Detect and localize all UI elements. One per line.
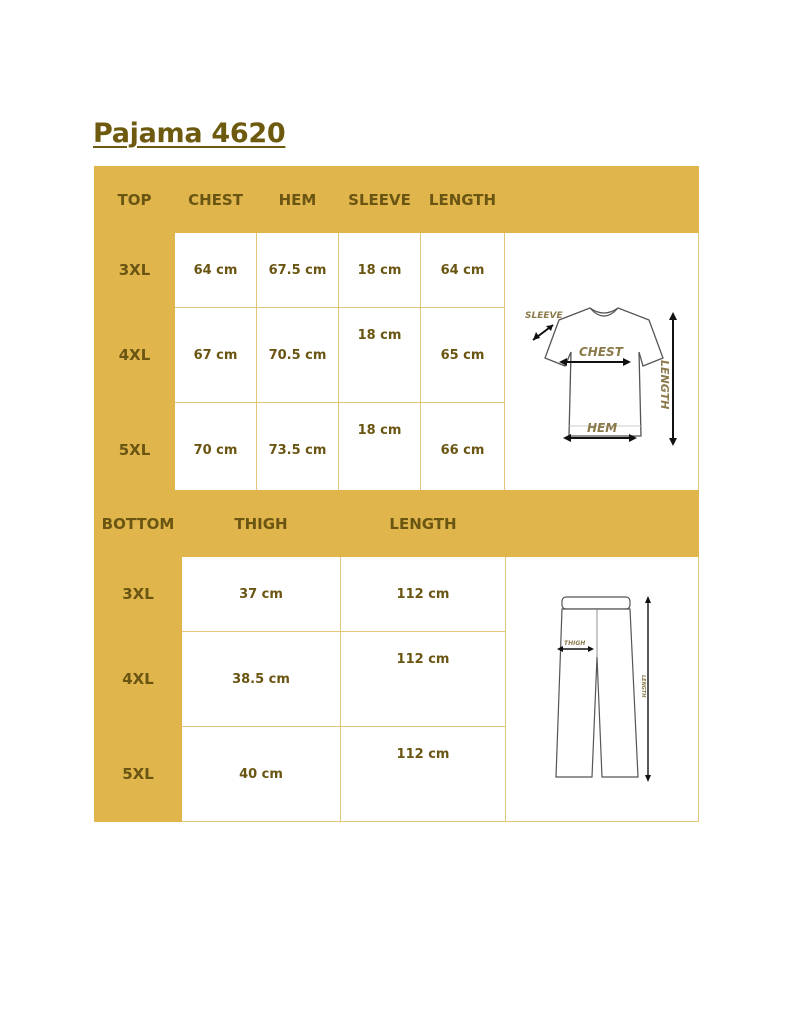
length-diagram-label: LENGTH [657, 360, 671, 410]
size-label: 4XL [95, 632, 182, 727]
header-length: LENGTH [341, 491, 506, 557]
hem-value: 73.5 cm [257, 403, 339, 498]
header-length: LENGTH [421, 167, 505, 233]
size-label: 3XL [95, 557, 182, 632]
sleeve-value: 18 cm [339, 403, 421, 498]
top-table-header-row [95, 167, 699, 233]
chest-diagram-label: CHEST [578, 345, 623, 359]
table-row [95, 557, 699, 632]
sleeve-value: 18 cm [339, 233, 421, 308]
header-bottom: BOTTOM [95, 491, 182, 557]
length-value: 112 cm [341, 727, 506, 822]
waistband [562, 597, 630, 609]
chest-value: 64 cm [175, 233, 257, 308]
top-size-table [94, 166, 699, 498]
header-top: TOP [95, 167, 175, 233]
thigh-value: 38.5 cm [182, 632, 341, 727]
length-value: 112 cm [341, 557, 506, 632]
length-value: 66 cm [421, 403, 505, 498]
sleeve-value: 18 cm [339, 308, 421, 403]
table-row [95, 233, 699, 308]
header-chest: CHEST [175, 167, 257, 233]
size-label: 5XL [95, 403, 175, 498]
size-label: 5XL [95, 727, 182, 822]
pants-illustration [542, 587, 662, 787]
tshirt-illustration [517, 268, 687, 458]
size-label: 4XL [95, 308, 175, 403]
length-value: 112 cm [341, 632, 506, 727]
page-title: Pajama 4620 [93, 118, 286, 149]
thigh-value: 40 cm [182, 727, 341, 822]
chest-value: 70 cm [175, 403, 257, 498]
bottom-size-table [94, 490, 699, 822]
header-empty [506, 491, 699, 557]
thigh-value: 37 cm [182, 557, 341, 632]
header-hem: HEM [257, 167, 339, 233]
tshirt-diagram [505, 233, 699, 498]
tshirt-outline [545, 308, 663, 436]
length-diagram-label: LENGTH [640, 675, 646, 698]
length-value: 65 cm [421, 308, 505, 403]
header-sleeve: SLEEVE [339, 167, 421, 233]
hem-value: 67.5 cm [257, 233, 339, 308]
length-value: 64 cm [421, 233, 505, 308]
pants-diagram [506, 557, 699, 822]
chest-value: 67 cm [175, 308, 257, 403]
header-thigh: THIGH [182, 491, 341, 557]
size-label: 3XL [95, 233, 175, 308]
header-empty [505, 167, 699, 233]
thigh-diagram-label: THIGH [564, 640, 586, 647]
sleeve-diagram-label: SLEEVE [524, 311, 563, 321]
hem-value: 70.5 cm [257, 308, 339, 403]
hem-diagram-label: HEM [586, 421, 617, 435]
bottom-table-header-row [95, 491, 699, 557]
